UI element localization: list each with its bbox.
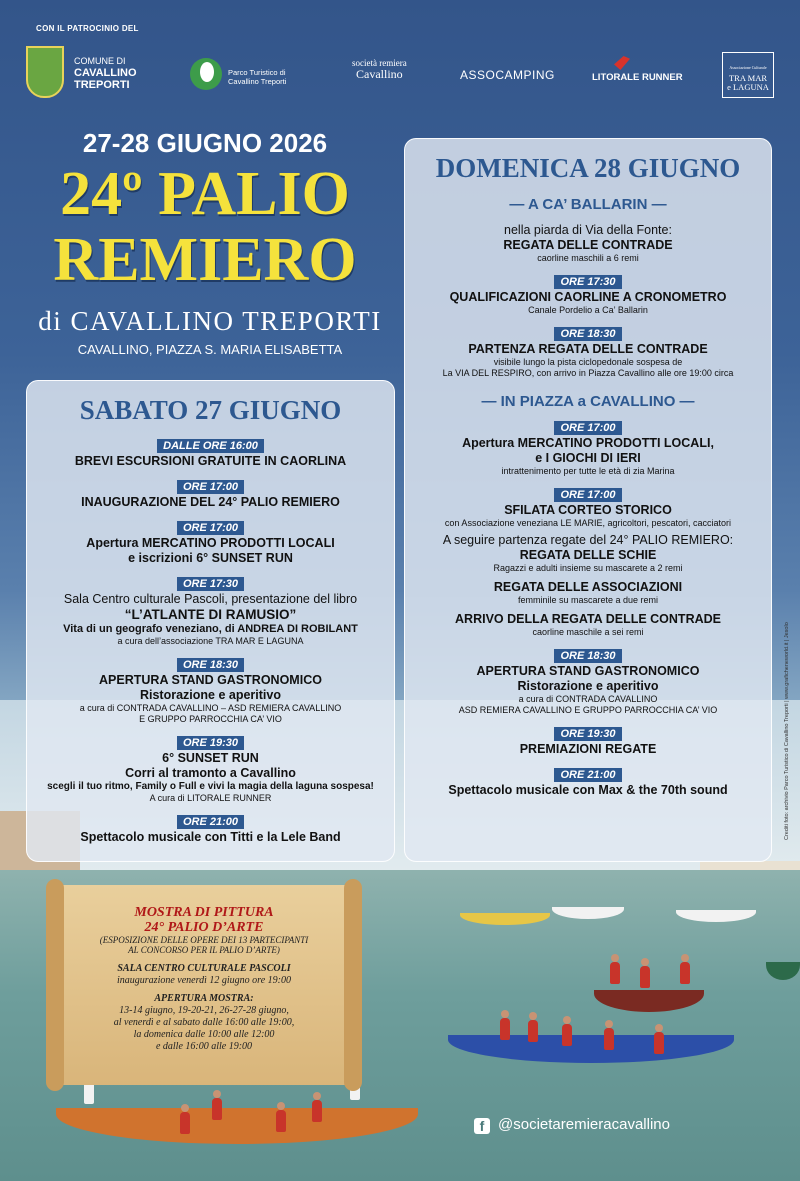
rower [528,1020,538,1042]
section-heading: — IN PIAZZA a CAVALLINO — [481,393,695,410]
event-title-line1: 24º PALIO [60,160,350,228]
saturday-event: ORE 21:00 Spettacolo musicale con Titti e la Lele Band [80,816,341,844]
saturday-event: ORE 18:30 APERTURA STAND GASTRONOMICO Ristorazione e aperitivo a cura di CONTRADA CAVALLINO – ASD REMIERA CAVALLINO E GRUPPO PARROCCHIA CA’ VIO [79,659,342,724]
runner-icon [614,56,630,70]
rower [604,1028,614,1050]
rower [500,1018,510,1040]
rower [680,962,690,984]
sunday-panel [404,138,772,862]
patronage-label: CON IL PATROCINIO DEL [36,24,139,33]
comune-crest-icon [26,46,64,98]
sunday-event: ORE 17:30 QUALIFICAZIONI CAORLINE A CRONOMETRO Canale Pordelio a Ca’ Ballarin [449,276,727,315]
rower [654,1032,664,1054]
exhibition-text: MOSTRA DI PITTURA 24° PALIO D’ARTE (ESPOSIZIONE DELLE OPERE DEI 13 PARTECIPANTI AL CONCORSO PER IL PALIO D’ARTE) SALA CENTRO CULTURALE PASCOLI inaugurazione venerdì 12 giugno ore 19:00 APERTURA MOSTRA: 13-14 giugno, 19-20-21, 26-27-28 giugno, al venerdì e al sabato dalle 16:00 alle 19:00, la domenica dalle 10:00 alle 12:00 e dalle 16:00 alle 19:00 [99,905,309,1052]
event-date: 27-28 GIUGNO 2026 [82,128,328,158]
section-heading: — A CA’ BALLARIN — [509,196,667,213]
sunday-event: ORE 17:00 SFILATA CORTEO STORICO con Associazione veneziana LE MARIE, agricoltori, pescatori, cacciatori A seguire partenza regate del 24° PALIO REMIERO: REGATA DELLE SCHIE Ragazzi e adulti insieme su mascarete a 2 remi REGATA DELLE ASSOCIAZIONI femminile su mascarete a due remi ARRIVO DELLA REGATA DELLE CONTRADE caorline maschile a sei remi [442,489,734,637]
rower [562,1024,572,1046]
rower [276,1110,286,1132]
saturday-event: ORE 17:00 Apertura MERCATINO PRODOTTI LOCALI e iscrizioni 6° SUNSET RUN [86,522,335,565]
assocamping-logo[interactable]: ASSOCAMPING [460,68,555,82]
event-place: CAVALLINO, PIAZZA S. MARIA ELISABETTA [77,342,343,357]
saturday-title: SABATO 27 GIUGNO [79,395,342,425]
sunday-event: ORE 18:30 APERTURA STAND GASTRONOMICO Ristorazione e aperitivo a cura di CONTRADA CAVALLINO ASD REMIERA CAVALLINO E GRUPPO PARROCCHIA CA’ VIO [458,650,718,715]
facebook-icon: f [474,1118,490,1134]
rower [180,1112,190,1134]
heron-icon [190,58,222,90]
rower [640,966,650,988]
saturday-event: ORE 17:30 Sala Centro culturale Pascoli, presentazione del libro “L’ATLANTE DI RAMUSIO” Vita di un geografo veneziano, di ANDREA DI ROBILANT a cura dell’associazione TRA MAR E LAGUNA [63,578,358,646]
remiera-logo[interactable]: società remiera Cavallino [352,58,407,81]
parco-logo[interactable]: Parco Turistico di Cavallino Treporti [228,68,287,86]
sunday-event: nella piarda di Via della Fonte: REGATA DELLE CONTRADE caorline maschili a 6 remi [503,223,673,263]
tramar-logo[interactable]: Associazione Culturale TRA MAR e LAGUNA [722,52,774,98]
event-subtitle: di CAVALLINO TREPORTI [38,306,382,336]
sunday-event: ORE 18:30 PARTENZA REGATA DELLE CONTRADE visibile lungo la pista ciclopedonale sospesa de La VIA DEL RESPIRO, con arrivo in Piazza Cavallino alle ore 19:00 circa [442,328,734,378]
rower [312,1100,322,1122]
sunday-event: ORE 21:00 Spettacolo musicale con Max & the 70th sound [448,769,728,797]
social-link[interactable]: f @societaremieracavallino [474,1116,670,1134]
rower [610,962,620,984]
sunday-title: DOMENICA 28 GIUGNO [435,153,741,183]
saturday-event: DALLE ORE 16:00 BREVI ESCURSIONI GRATUITE IN CAORLINA [74,440,347,468]
litorale-runner-logo[interactable]: LITORALE RUNNER [592,72,683,83]
sunday-event: ORE 19:30 PREMIAZIONI REGATE [519,728,657,756]
photo-credit: Crediti foto: archivio Parco Turistico di Cavallino Treporti | www.graficheneworld.it | Jesolo [784,622,790,840]
saturday-event: ORE 19:30 6° SUNSET RUN Corri al tramonto a Cavallino scegli il tuo ritmo, Family o Full e vivi la magia della laguna sospesa! A cura di LITORALE RUNNER [47,737,374,803]
saturday-panel [26,380,395,862]
event-title-line2: REMIERO [53,226,357,294]
comune-logo[interactable]: COMUNE DI CAVALLINO TREPORTI [74,56,137,91]
sunday-event: ORE 17:00 Apertura MERCATINO PRODOTTI LOCALI, e I GIOCHI DI IERI intrattenimento per tutte le età di zia Marina [462,422,714,476]
rower [212,1098,222,1120]
saturday-event: ORE 17:00 INAUGURAZIONE DEL 24° PALIO REMIERO [81,481,340,509]
